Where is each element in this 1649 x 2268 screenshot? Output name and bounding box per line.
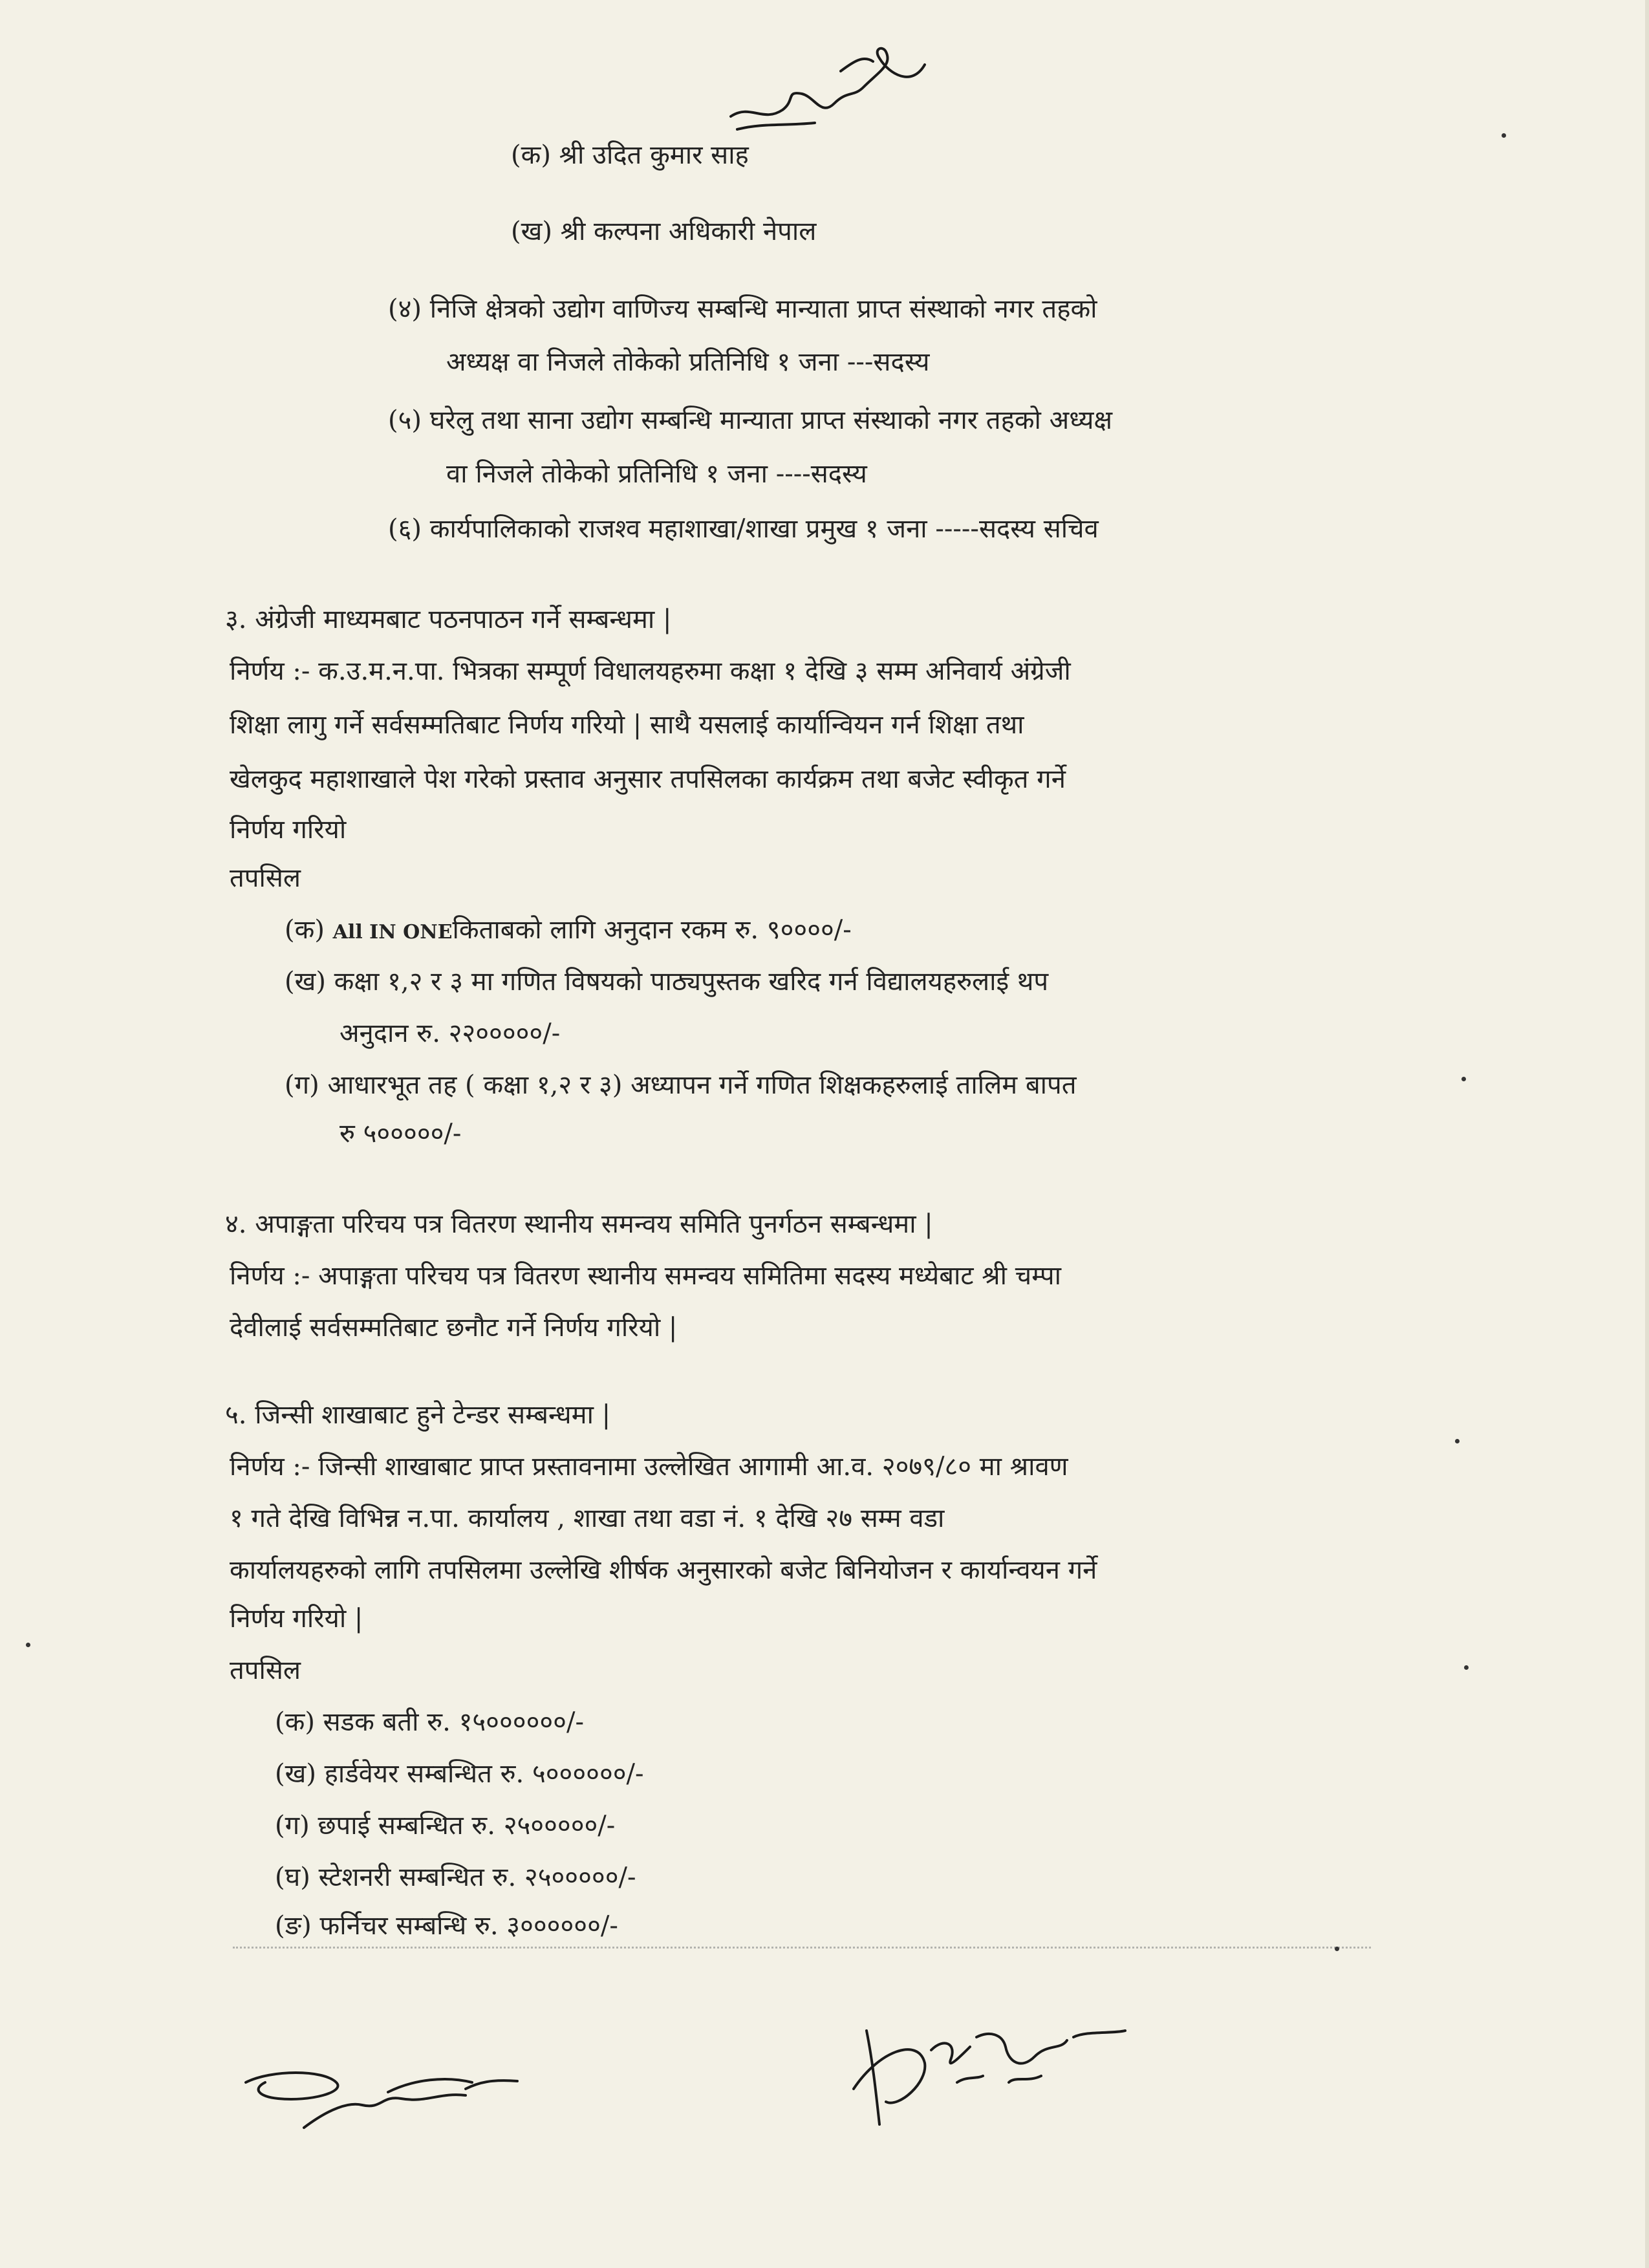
scan-speck xyxy=(1502,133,1506,138)
clause-line: अध्यक्ष वा निजले तोकेको प्रतिनिधि १ जना ---सदस्य xyxy=(446,347,930,377)
section-heading: ३. अंग्रेजी माध्यमबाट पठनपाठन गर्ने सम्बन्धमा | xyxy=(225,605,672,634)
scan-speck xyxy=(1455,1439,1460,1443)
clause-line: वा निजले तोकेको प्रतिनिधि १ जना ----सदस्य xyxy=(446,459,867,489)
item-highlight: All IN ONE xyxy=(332,921,453,944)
item-text: किताबको लागि अनुदान रकम रु. ९००००/- xyxy=(452,915,852,945)
tapasil-item: (क) सडक बती रु. १५००००००/- xyxy=(275,1707,584,1737)
scan-speck xyxy=(1464,1665,1469,1670)
clause-line: (५) घरेलु तथा साना उद्योग सम्बन्धि मान्याता प्राप्त संस्थाको नगर तहको अध्यक्ष xyxy=(388,405,1113,435)
item-text-continued: अनुदान रु. २२०००००/- xyxy=(339,1019,561,1048)
decision-line: कार्यालयहरुको लागि तपसिलमा उल्लेखि शीर्षक अनुसारको बजेट बिनियोजन र कार्यान्वयन गर्ने xyxy=(230,1555,1097,1585)
item-prefix: (ग) xyxy=(285,1070,319,1100)
decision-line: निर्णय :- जिन्सी शाखाबाट प्राप्त प्रस्तावनामा उल्लेखित आगामी आ.व. २०७९/८० मा श्रावण xyxy=(230,1452,1068,1482)
decision-line: १ गते देखि विभिन्न न.पा. कार्यालय , शाखा तथा वडा नं. १ देखि २७ सम्म वडा xyxy=(230,1504,945,1533)
tapasil-item xyxy=(285,964,1048,1000)
scan-speck xyxy=(26,1643,30,1647)
clause-line: (६) कार्यपालिकाको राजश्व महाशाखा/शाखा प्रमुख १ जना -----सदस्य सचिव xyxy=(388,514,1099,544)
decision-line: शिक्षा लागु गर्ने सर्वसम्मतिबाट निर्णय गरियो | साथै यसलाई कार्यान्वियन गर्न शिक्षा तथा xyxy=(230,710,1024,740)
tapasil-item: (घ) स्टेशनरी सम्बन्धित रु. २५०००००/- xyxy=(275,1863,636,1892)
tapasil-item: (ङ) फर्निचर सम्बन्धि रु. ३००००००/- xyxy=(275,1911,618,1941)
decision-line: निर्णय गरियो xyxy=(230,815,347,845)
decision-line: खेलकुद महाशाखाले पेश गरेको प्रस्ताव अनुसार तपसिलका कार्यक्रम तथा बजेट स्वीकृत गर्ने xyxy=(230,764,1066,794)
cut-off-text-line xyxy=(233,1947,1371,1954)
tapasil-item: (ख) हार्डवेयर सम्बन्धित रु. ५००००००/- xyxy=(275,1759,644,1789)
tapasil-item: (ग) छपाई सम्बन्धित रु. २५०००००/- xyxy=(275,1811,616,1841)
item-prefix: (क) xyxy=(285,915,325,945)
clause-line: (४) निजि क्षेत्रको उद्योग वाणिज्य सम्बन्धि मान्याता प्राप्त संस्थाको नगर तहको xyxy=(388,294,1097,324)
item-text: आधारभूत तह ( कक्षा १,२ र ३) अध्यापन गर्ने गणित शिक्षकहरुलाई तालिम बापत xyxy=(327,1070,1077,1100)
bottom-left-signature xyxy=(233,2044,569,2141)
decision-line: निर्णय :- अपाङ्गता परिचय पत्र वितरण स्थानीय समन्वय समितिमा सदस्य मध्येबाट श्री चम्पा xyxy=(230,1261,1061,1291)
scan-speck xyxy=(1461,1077,1466,1081)
section-heading: ५. जिन्सी शाखाबाट हुने टेन्डर सम्बन्धमा | xyxy=(225,1400,611,1430)
bottom-right-signature xyxy=(828,2011,1164,2147)
item-text: कक्षा १,२ र ३ मा गणित विषयको पाठ्यपुस्तक खरिद गर्न विद्यालयहरुलाई थप xyxy=(334,967,1049,997)
item-prefix: (ख) xyxy=(285,967,326,997)
member-item: (क) श्री उदित कुमार साह xyxy=(511,140,749,170)
decision-line: देवीलाई सर्वसम्मतिबाट छनौट गर्ने निर्णय गरियो | xyxy=(230,1313,678,1343)
top-signature xyxy=(724,26,931,142)
member-item: (ख) श्री कल्पना अधिकारी नेपाल xyxy=(511,217,817,246)
tapasil-label: तपसिल xyxy=(230,1656,301,1685)
tapasil-item xyxy=(285,912,852,951)
tapasil-label: तपसिल xyxy=(230,863,301,893)
scan-speck xyxy=(1335,1947,1339,1951)
decision-line: निर्णय :- क.उ.म.न.पा. भित्रका सम्पूर्ण विधालयहरुमा कक्षा १ देखि ३ सम्म अनिवार्य अंग्रेजी xyxy=(230,656,1071,686)
tapasil-item xyxy=(285,1067,1077,1103)
decision-line: निर्णय गरियो | xyxy=(230,1604,363,1634)
item-text-continued: रु ५०००००/- xyxy=(339,1119,462,1149)
section-heading: ४. अपाङ्गता परिचय पत्र वितरण स्थानीय समन्वय समिति पुनर्गठन सम्बन्धमा | xyxy=(225,1209,933,1239)
scan-edge xyxy=(1645,0,1649,2268)
